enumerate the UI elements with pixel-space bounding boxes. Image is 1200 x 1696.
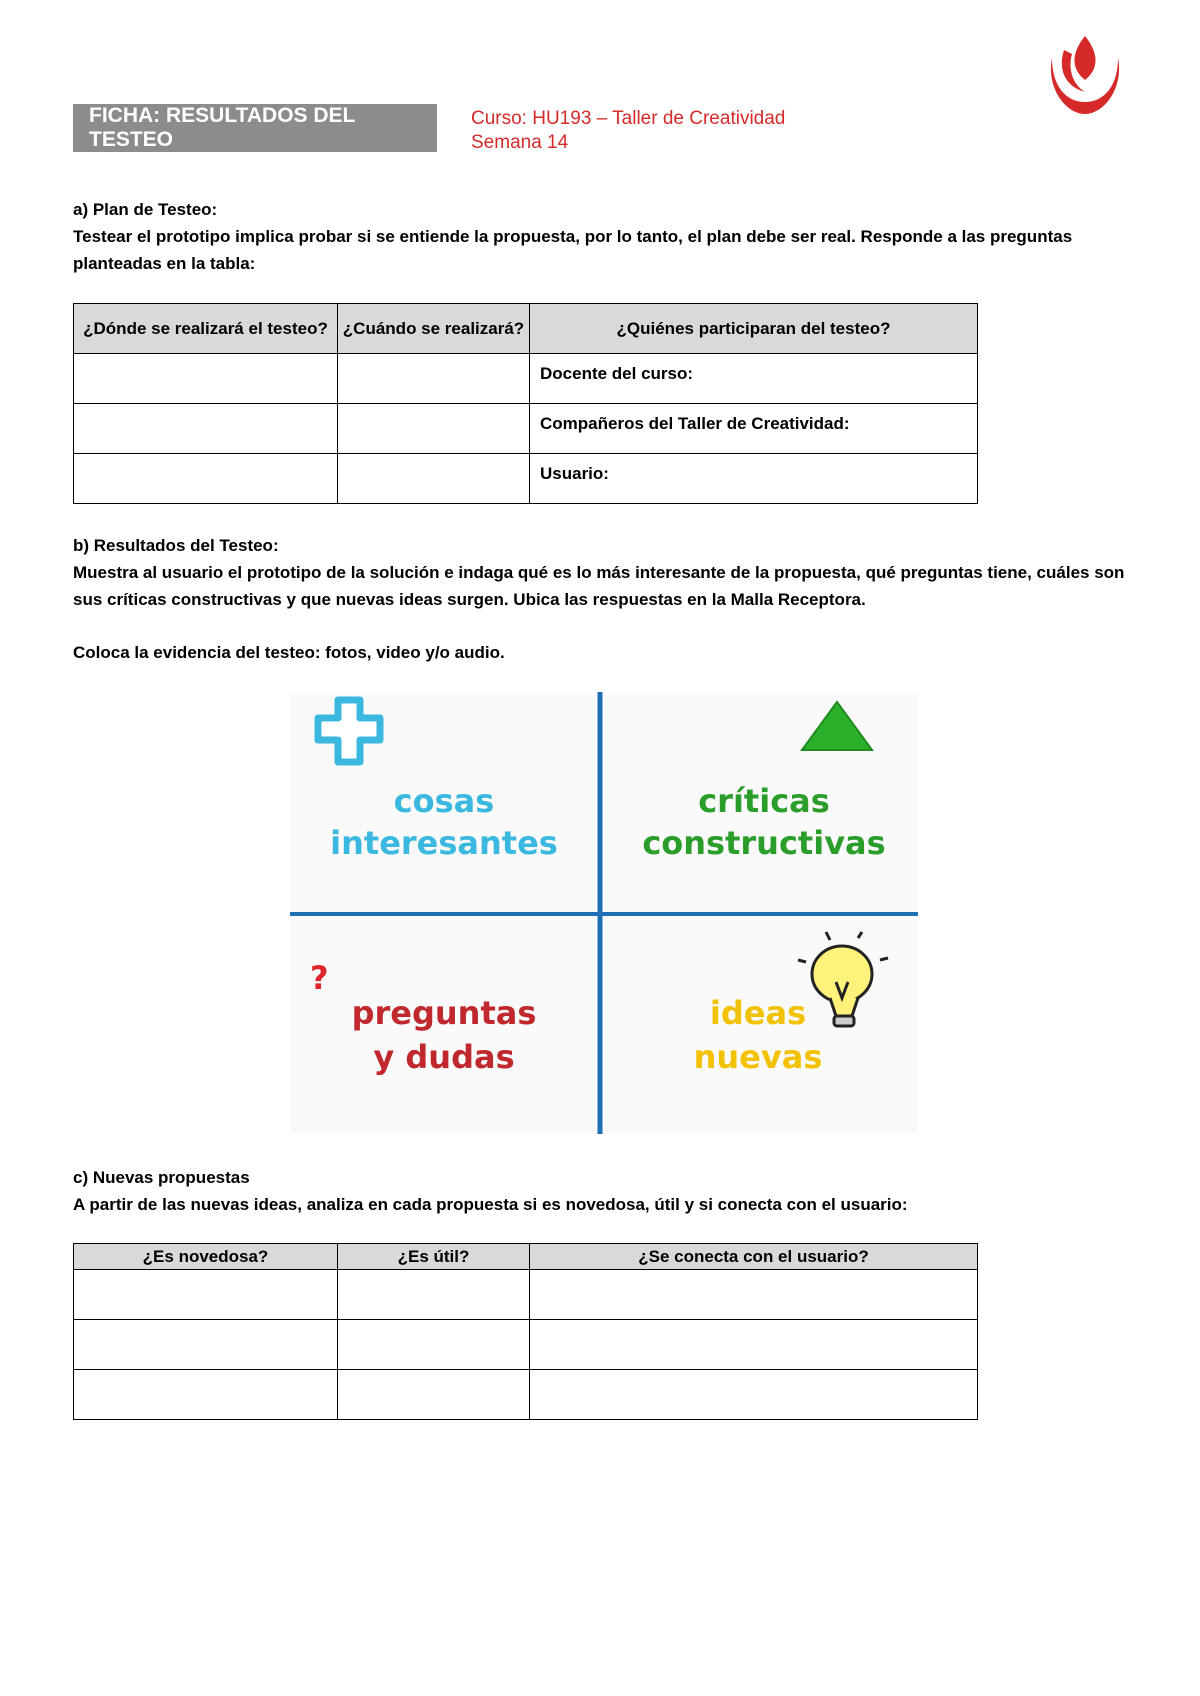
section-a-heading: a) Plan de Testeo:	[73, 200, 218, 219]
table-row	[74, 354, 978, 404]
table-row	[74, 454, 978, 504]
table-cell[interactable]	[338, 404, 530, 454]
section-a	[73, 196, 1133, 277]
table-cell[interactable]	[74, 1270, 338, 1320]
upc-flame-logo-icon	[1042, 28, 1128, 118]
section-b-text: Muestra al usuario el prototipo de la solución e indaga qué es lo más interesante de la propuesta, qué preguntas tiene, cuáles son sus críticas constructivas y que nuevas ideas surgen. Ubica las respuestas en la Malla Receptora.	[73, 563, 1125, 609]
quadrant-questions-line1: preguntas	[351, 994, 537, 1032]
light-bulb-icon	[798, 932, 888, 1026]
quadrant-interesting-line1: cosas	[393, 782, 495, 820]
table-row	[74, 1370, 978, 1420]
new-proposals-table	[73, 1243, 978, 1420]
table-cell[interactable]	[338, 354, 530, 404]
section-b-heading: b) Resultados del Testeo:	[73, 536, 279, 555]
table-cell[interactable]	[338, 454, 530, 504]
table-cell[interactable]	[338, 1320, 530, 1370]
table-cell[interactable]	[338, 1270, 530, 1320]
testing-plan-table	[73, 303, 978, 504]
table-header: ¿Dónde se realizará el testeo?	[74, 304, 338, 354]
table-cell[interactable]	[74, 1370, 338, 1420]
section-c-text: A partir de las nuevas ideas, analiza en cada propuesta si es novedosa, útil y si conecta con el usuario:	[73, 1195, 908, 1214]
course-line: Curso: HU193 – Taller de Creatividad	[471, 108, 786, 129]
table-cell[interactable]	[530, 1320, 978, 1370]
quadrant-criticism-line1: críticas	[698, 782, 830, 820]
quadrant-ideas-line2: nuevas	[693, 1038, 823, 1076]
table-cell[interactable]: Compañeros del Taller de Creatividad:	[530, 404, 978, 454]
table-header: ¿Cuándo se realizará?	[338, 304, 530, 354]
triangle-icon	[802, 702, 872, 750]
plus-icon	[318, 700, 380, 762]
quadrant-questions-line2: y dudas	[373, 1038, 515, 1076]
table-cell[interactable]	[74, 1320, 338, 1370]
quadrant-ideas-line1: ideas	[709, 994, 807, 1032]
table-cell[interactable]: Docente del curso:	[530, 354, 978, 404]
week-line: Semana 14	[471, 132, 569, 153]
table-header: ¿Se conecta con el usuario?	[530, 1244, 978, 1270]
table-cell[interactable]	[74, 354, 338, 404]
table-row	[74, 1320, 978, 1370]
evidence-instruction: Coloca la evidencia del testeo: fotos, video y/o audio.	[73, 643, 505, 662]
table-header: ¿Es novedosa?	[74, 1244, 338, 1270]
table-cell[interactable]	[74, 454, 338, 504]
section-c	[73, 1164, 1133, 1218]
section-b	[73, 532, 1133, 666]
feedback-capture-grid	[290, 692, 918, 1134]
table-cell[interactable]	[530, 1270, 978, 1320]
table-header: ¿Es útil?	[338, 1244, 530, 1270]
section-a-text: Testear el prototipo implica probar si se entiende la propuesta, por lo tanto, el plan debe ser real. Responde a las preguntas planteadas en la tabla:	[73, 227, 1073, 273]
table-cell[interactable]	[74, 404, 338, 454]
quadrant-criticism-line2: constructivas	[642, 824, 886, 862]
quadrant-interesting-line2: interesantes	[330, 824, 558, 862]
document-title: FICHA: RESULTADOS DEL TESTEO	[73, 104, 437, 152]
table-header: ¿Quiénes participaran del testeo?	[530, 304, 978, 354]
table-cell[interactable]	[530, 1370, 978, 1420]
table-row	[74, 404, 978, 454]
section-c-heading: c) Nuevas propuestas	[73, 1168, 250, 1187]
question-mark-icon: ?	[310, 959, 329, 997]
table-row	[74, 1270, 978, 1320]
table-cell[interactable]: Usuario:	[530, 454, 978, 504]
table-cell[interactable]	[338, 1370, 530, 1420]
course-info	[471, 107, 785, 155]
